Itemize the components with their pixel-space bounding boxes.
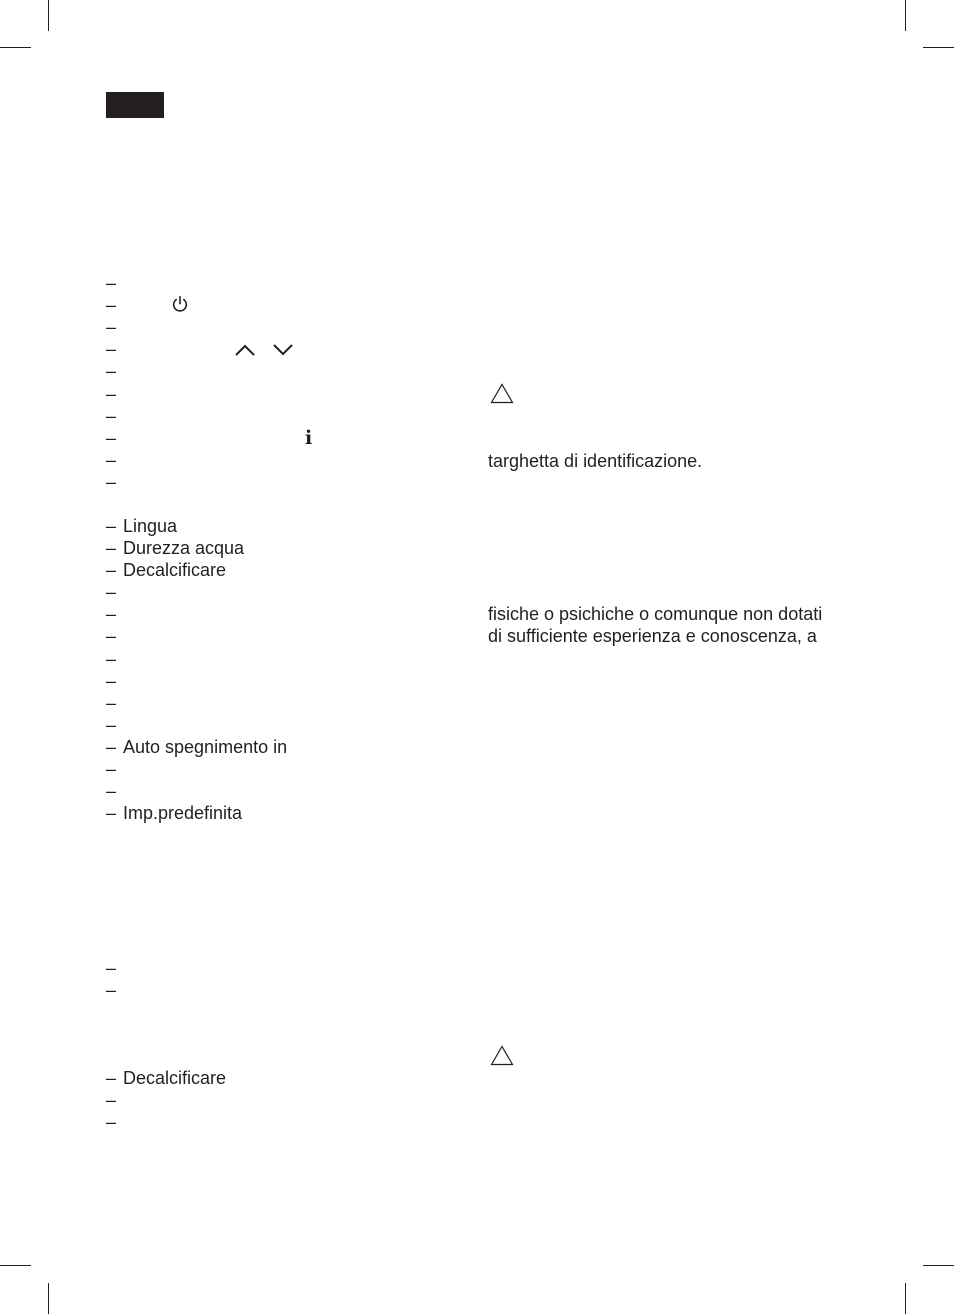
- crop-mark-bottom-right-horizontal: [923, 1265, 954, 1266]
- dash: –: [106, 295, 117, 315]
- list-item: [106, 360, 123, 382]
- dash: –: [106, 273, 117, 293]
- dash: –: [106, 693, 117, 713]
- dash: –: [106, 582, 117, 602]
- list-item-label: Imp.predefinita: [123, 803, 243, 823]
- dash: –: [106, 428, 117, 448]
- crop-mark-top-right-vertical: [905, 0, 906, 31]
- dash: –: [106, 1068, 117, 1088]
- list-item: [106, 670, 123, 692]
- list-item: [106, 736, 287, 758]
- list-item: [106, 272, 123, 294]
- dash: –: [106, 361, 117, 381]
- list-item: [106, 471, 123, 493]
- power-icon: [171, 295, 189, 313]
- language-tab-marker: [106, 92, 164, 118]
- list-item: [106, 603, 123, 625]
- list-item: [106, 338, 123, 360]
- dash: –: [106, 472, 117, 492]
- crop-mark-bottom-right-vertical: [905, 1283, 906, 1314]
- list-item-label: Durezza acqua: [123, 538, 245, 558]
- dash: –: [106, 781, 117, 801]
- dash: –: [106, 516, 117, 536]
- list-item: [106, 648, 123, 670]
- crop-mark-top-right-horizontal: [923, 47, 954, 48]
- list-item: [106, 714, 123, 736]
- list-item: [106, 383, 123, 405]
- safety-text-line-2: di sufficiente esperienza e conoscenza, a: [488, 626, 817, 646]
- list-item: [106, 537, 244, 559]
- dash: –: [106, 538, 117, 558]
- dash: –: [106, 560, 117, 580]
- list-item-label: Lingua: [123, 516, 178, 536]
- dash: –: [106, 1112, 117, 1132]
- dash: –: [106, 803, 117, 823]
- chevron-up-icon: [234, 342, 256, 358]
- chevron-down-icon: [272, 342, 294, 358]
- crop-mark-top-left-horizontal: [0, 47, 31, 48]
- dash: –: [106, 450, 117, 470]
- list-item: [106, 625, 123, 647]
- dash: –: [106, 715, 117, 735]
- list-item: [106, 692, 123, 714]
- safety-text-line-1: fisiche o psichiche o comunque non dotati: [488, 604, 823, 624]
- list-item: [106, 405, 123, 427]
- dash: –: [106, 980, 117, 1000]
- list-item: [106, 515, 177, 537]
- dash: –: [106, 384, 117, 404]
- list-item: [106, 449, 123, 471]
- crop-mark-bottom-left-horizontal: [0, 1265, 31, 1266]
- dash: –: [106, 1090, 117, 1110]
- list-item: [106, 1089, 123, 1111]
- list-item: [106, 957, 123, 979]
- crop-mark-bottom-left-vertical: [48, 1283, 49, 1314]
- dash: –: [106, 339, 117, 359]
- info-icon: i: [305, 427, 313, 449]
- dash: –: [106, 671, 117, 691]
- list-item: [106, 559, 226, 581]
- list-item: [106, 979, 123, 1001]
- list-item: [106, 802, 242, 824]
- dash: –: [106, 759, 117, 779]
- warning-triangle-icon: [490, 383, 514, 404]
- list-item: [106, 294, 123, 316]
- warning-triangle-icon: [490, 1045, 514, 1066]
- nameplate-text: targhetta di identificazione.: [488, 451, 703, 471]
- list-item-label: Decalcificare: [123, 1068, 227, 1088]
- list-item-label: Decalcificare: [123, 560, 227, 580]
- dash: –: [106, 958, 117, 978]
- list-item: [106, 780, 123, 802]
- dash: –: [106, 604, 117, 624]
- list-item: [106, 316, 123, 338]
- dash: –: [106, 406, 117, 426]
- dash: –: [106, 649, 117, 669]
- dash: –: [106, 317, 117, 337]
- list-item: [106, 1111, 123, 1133]
- list-item: [106, 758, 123, 780]
- list-item: [106, 581, 123, 603]
- list-item-label: Auto spegnimento in: [123, 737, 288, 757]
- crop-mark-top-left-vertical: [48, 0, 49, 31]
- dash: –: [106, 737, 117, 757]
- list-item: [106, 427, 123, 449]
- dash: –: [106, 626, 117, 646]
- list-item: [106, 1067, 226, 1089]
